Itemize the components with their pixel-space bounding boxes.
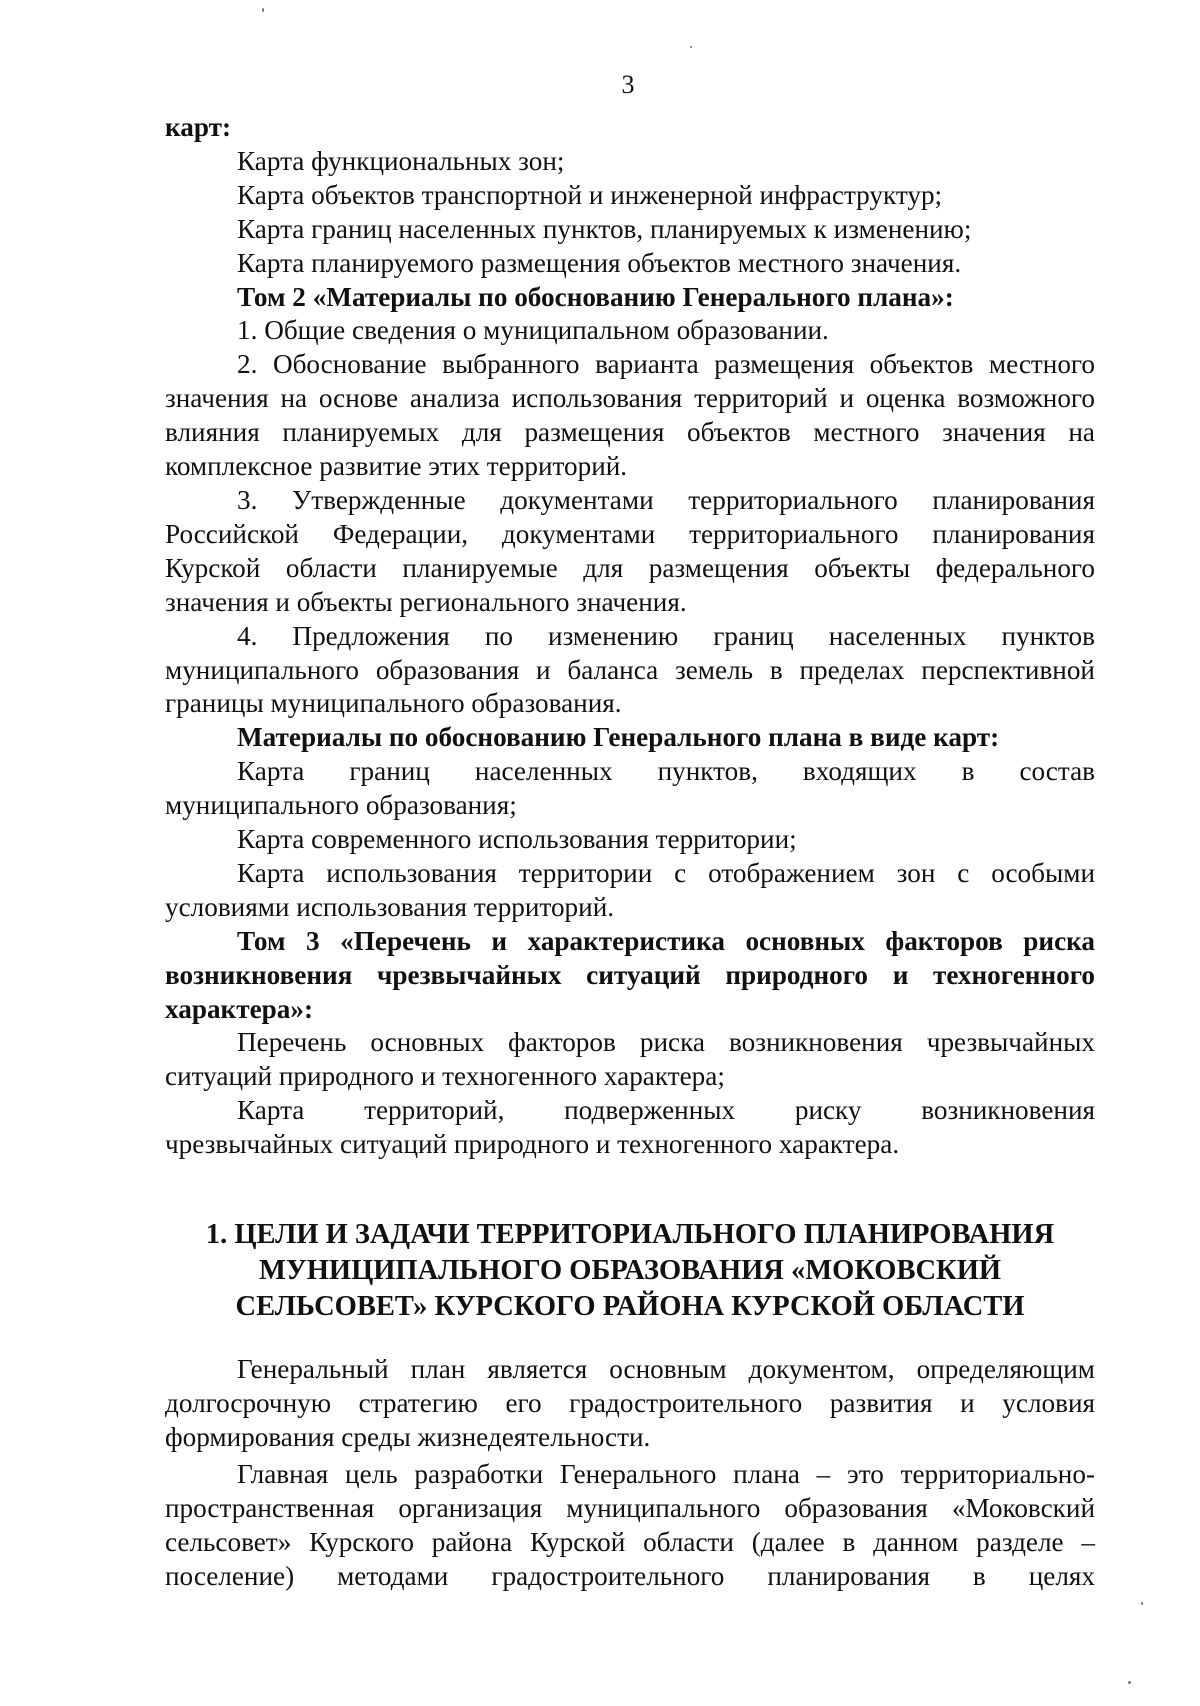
volume2-item-2-line: комплексное развитие этих территорий. bbox=[165, 451, 628, 482]
volume3-item-2-line: чрезвычайных ситуаций природного и техногенного характера. bbox=[165, 1129, 900, 1160]
volume3-item-1-line: ситуаций природного и техногенного характера; bbox=[165, 1061, 725, 1092]
toc-continuation bbox=[165, 111, 1095, 1162]
volume2-item-3-line: Российской Федерации, документами территориального планирования bbox=[165, 518, 1095, 549]
volume2-item-3-line: 3. Утвержденные документами территориального планирования bbox=[237, 484, 1095, 515]
volume3-title-line: возникновения чрезвычайных ситуаций природного и техногенного bbox=[165, 959, 1095, 990]
volume2-item-2-line: значения на основе анализа использования территорий и оценка возможного bbox=[165, 383, 1095, 414]
volume2-item-3-line: значения и объекты регионального значения. bbox=[165, 586, 687, 617]
scan-speck bbox=[262, 8, 264, 12]
volume2-maps-title: Материалы по обоснованию Генерального плана в виде карт: bbox=[237, 722, 1000, 753]
toc-lead: карт: bbox=[165, 112, 232, 142]
scan-speck bbox=[690, 46, 692, 48]
section-paragraph-2 bbox=[165, 1458, 1095, 1594]
volume2-map-3-line: Карта использования территории с отображением зон с особыми bbox=[237, 857, 1095, 888]
volume2-title: Том 2 «Материалы по обоснованию Генерального плана»: bbox=[237, 281, 954, 312]
paragraph-line: формирования среды жизнедеятельности. bbox=[165, 1421, 651, 1452]
volume2-item-2-line: 2. Обоснование выбранного варианта размещения объектов местного bbox=[237, 349, 1095, 380]
paragraph-line: Генеральный план является основным документом, определяющим bbox=[237, 1354, 1095, 1384]
volume2-item-4-line: муниципального образования и баланса земель в пределах перспективной bbox=[165, 654, 1095, 685]
volume2-item-3-line: Курской области планируемые для размещения объекты федерального bbox=[165, 552, 1095, 583]
paragraph-line: Главная цель разработки Генерального плана – это территориально- bbox=[237, 1459, 1095, 1489]
volume2-map-1-line: Карта границ населенных пунктов, входящих в состав bbox=[237, 756, 1095, 787]
section-paragraph-1 bbox=[165, 1353, 1095, 1455]
section-heading bbox=[165, 1217, 1095, 1325]
volume3-title-line: Том 3 «Перечень и характеристика основных факторов риска bbox=[237, 925, 1095, 956]
paragraph-line: сельсовет» Курского района Курской области (далее в данном разделе – bbox=[165, 1526, 1095, 1557]
volume2-map-3-line: условиями использования территорий. bbox=[165, 891, 615, 922]
volume1-map-item: Карта границ населенных пунктов, планируемых к изменению; bbox=[237, 213, 972, 244]
volume2-map-2: Карта современного использования территории; bbox=[237, 824, 797, 855]
volume1-map-item: Карта планируемого размещения объектов местного значения. bbox=[237, 247, 962, 278]
volume3-title-line: характера»: bbox=[165, 993, 313, 1024]
section-heading-line: СЕЛЬСОВЕТ» КУРСКОГО РАЙОНА КУРСКОЙ ОБЛАСТИ bbox=[235, 1291, 1025, 1322]
section-heading-line: 1. ЦЕЛИ И ЗАДАЧИ ТЕРРИТОРИАЛЬНОГО ПЛАНИРОВАНИЯ bbox=[205, 1219, 1055, 1250]
paragraph-line: долгосрочную стратегию его градостроительного развития и условия bbox=[165, 1387, 1095, 1418]
section-heading-line: МУНИЦИПАЛЬНОГО ОБРАЗОВАНИЯ «МОКОВСКИЙ bbox=[258, 1255, 1002, 1286]
scan-speck bbox=[1128, 1681, 1131, 1684]
volume2-map-1-line: муниципального образования; bbox=[165, 790, 517, 821]
volume2-item-2-line: влияния планируемых для размещения объектов местного значения на bbox=[165, 417, 1095, 448]
volume3-item-2-line: Карта территорий, подверженных риску возникновения bbox=[237, 1095, 1095, 1126]
page-number: 3 bbox=[621, 70, 635, 99]
volume1-map-item: Карта функциональных зон; bbox=[237, 145, 565, 176]
volume1-map-item: Карта объектов транспортной и инженерной инфраструктур; bbox=[237, 179, 943, 210]
scan-speck bbox=[1141, 1602, 1143, 1605]
paragraph-line: поселение) методами градостроительного планирования в целях bbox=[165, 1560, 1095, 1591]
volume2-item-4-line: границы муниципального образования. bbox=[165, 688, 622, 719]
volume2-item-4-line: 4. Предложения по изменению границ населенных пунктов bbox=[237, 620, 1095, 651]
paragraph-line: пространственная организация муниципального образования «Моковский bbox=[165, 1492, 1095, 1523]
volume3-item-1-line: Перечень основных факторов риска возникновения чрезвычайных bbox=[237, 1027, 1095, 1058]
volume2-item-1: 1. Общие сведения о муниципальном образовании. bbox=[237, 315, 829, 346]
